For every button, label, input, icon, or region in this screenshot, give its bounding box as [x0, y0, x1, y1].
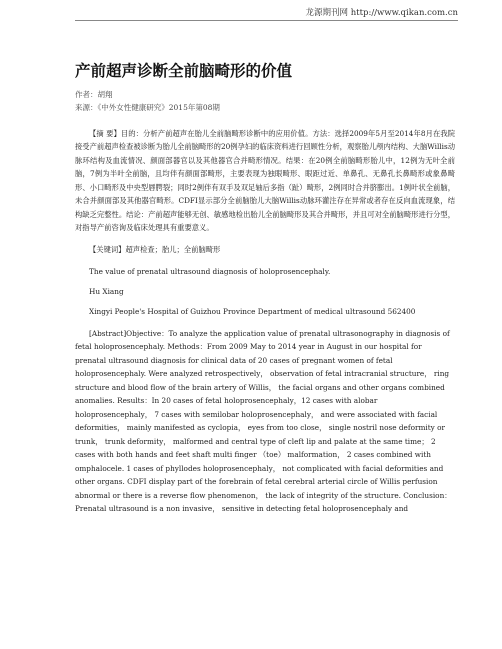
abstract-english: [Abstract]Objective：To analyze the application value of prenatal ultrasonography in diagnosis of fetal holoprosencephaly. Methods：From 2009 May to 2014 year in August in our hospital for prenatal ultrasound diagnosis for clinical data of 20 cases of pregnant women of fetal holoprosencephaly. Were analyzed retrospectively， observation of fetal intracranial structure， ring structure and blood flow of the brain artery of Willis， the facial organs and other organs combined anomalies. Results：In 20 cases of fetal holoprosencephaly，12 cases with alobar holoprosencephaly， 7 cases with semilobar holoprosencephaly， and were associated with facial deformities， mainly manifested as cyclopia， eyes from too close， single nostril nose deformity or trunk， trunk deformity， malformed and central type of cleft lip and palate at the same time； 2 cases with both hands and feet shaft multi finger （toe） malformation， 2 cases combined with omphalocele. 1 cases of phyllodes holoprosencephaly， not complicated with facial deformities and other organs. CDFI display part of the forebrain of fetal cerebral arterial circle of Willis perfusion abnormal or there is a reverse flow phenomenon， the lack of integrity of the structure. Conclusion：Prenatal ultrasound is a non invasive， sensitive in detecting fetal holoprosencephaly and [75, 328, 452, 514]
affiliation-english: Xingyi People's Hospital of Guizhou Province Department of medical ultrasound 562400 [89, 306, 416, 316]
header-divider [75, 20, 458, 21]
author-english: Hu Xiang [89, 286, 124, 296]
keywords-chinese: 【关键词】超声检查；胎儿；全前脑畸形 [89, 244, 221, 254]
article-body [75, 62, 455, 516]
abstract-chinese: 【摘 要】目的：分析产前超声在胎儿全前脑畸形诊断中的应用价值。方法：选择2009年5月至2014年8月在我院接受产前超声检查被诊断为胎儿全前脑畸形的20例孕妇的临床资料进行回顾性分析，观察胎儿颅内结构、大脑Willis动脉环结构及血流情况、颜面部器官以及其他器官合并畸形情况。结果：在20例全前脑畸形胎儿中，12例为无叶全前脑，7例为半叶全前脑，且均伴有颜面部畸形，主要表现为独眼畸形、眼距过近、单鼻孔、无鼻孔长鼻畸形或象鼻畸形、小口畸形及中央型唇腭裂；同时2例伴有双手及双足轴后多指（趾）畸形，2例同时合并脐膨出。1例叶状全前脑，未合并颜面部及其他器官畸形。CDFI显示部分全前脑胎儿大脑Willis动脉环灌注存在异常或者存在反向血流现象，结构缺乏完整性。结论：产前超声能够无创、敏感地检出胎儿全前脑畸形及其合并畸形，并且可对全前脑畸形进行分型，对指导产前咨询及临床处理具有重要意义。 [75, 128, 455, 233]
english-header [75, 267, 455, 316]
source-line: 来源：《中外女性健康研究》2015年第08期 [75, 102, 220, 112]
article-title: 产前超声诊断全前脑畸形的价值 [75, 62, 293, 80]
title-english: The value of prenatal ultrasound diagnosis of holoprosencephaly. [89, 266, 331, 276]
author-line: 作者：胡翔 [75, 89, 113, 99]
article-meta [75, 88, 455, 114]
site-header: 龙源期刊网 http://www.qikan.com.cn [305, 8, 458, 18]
